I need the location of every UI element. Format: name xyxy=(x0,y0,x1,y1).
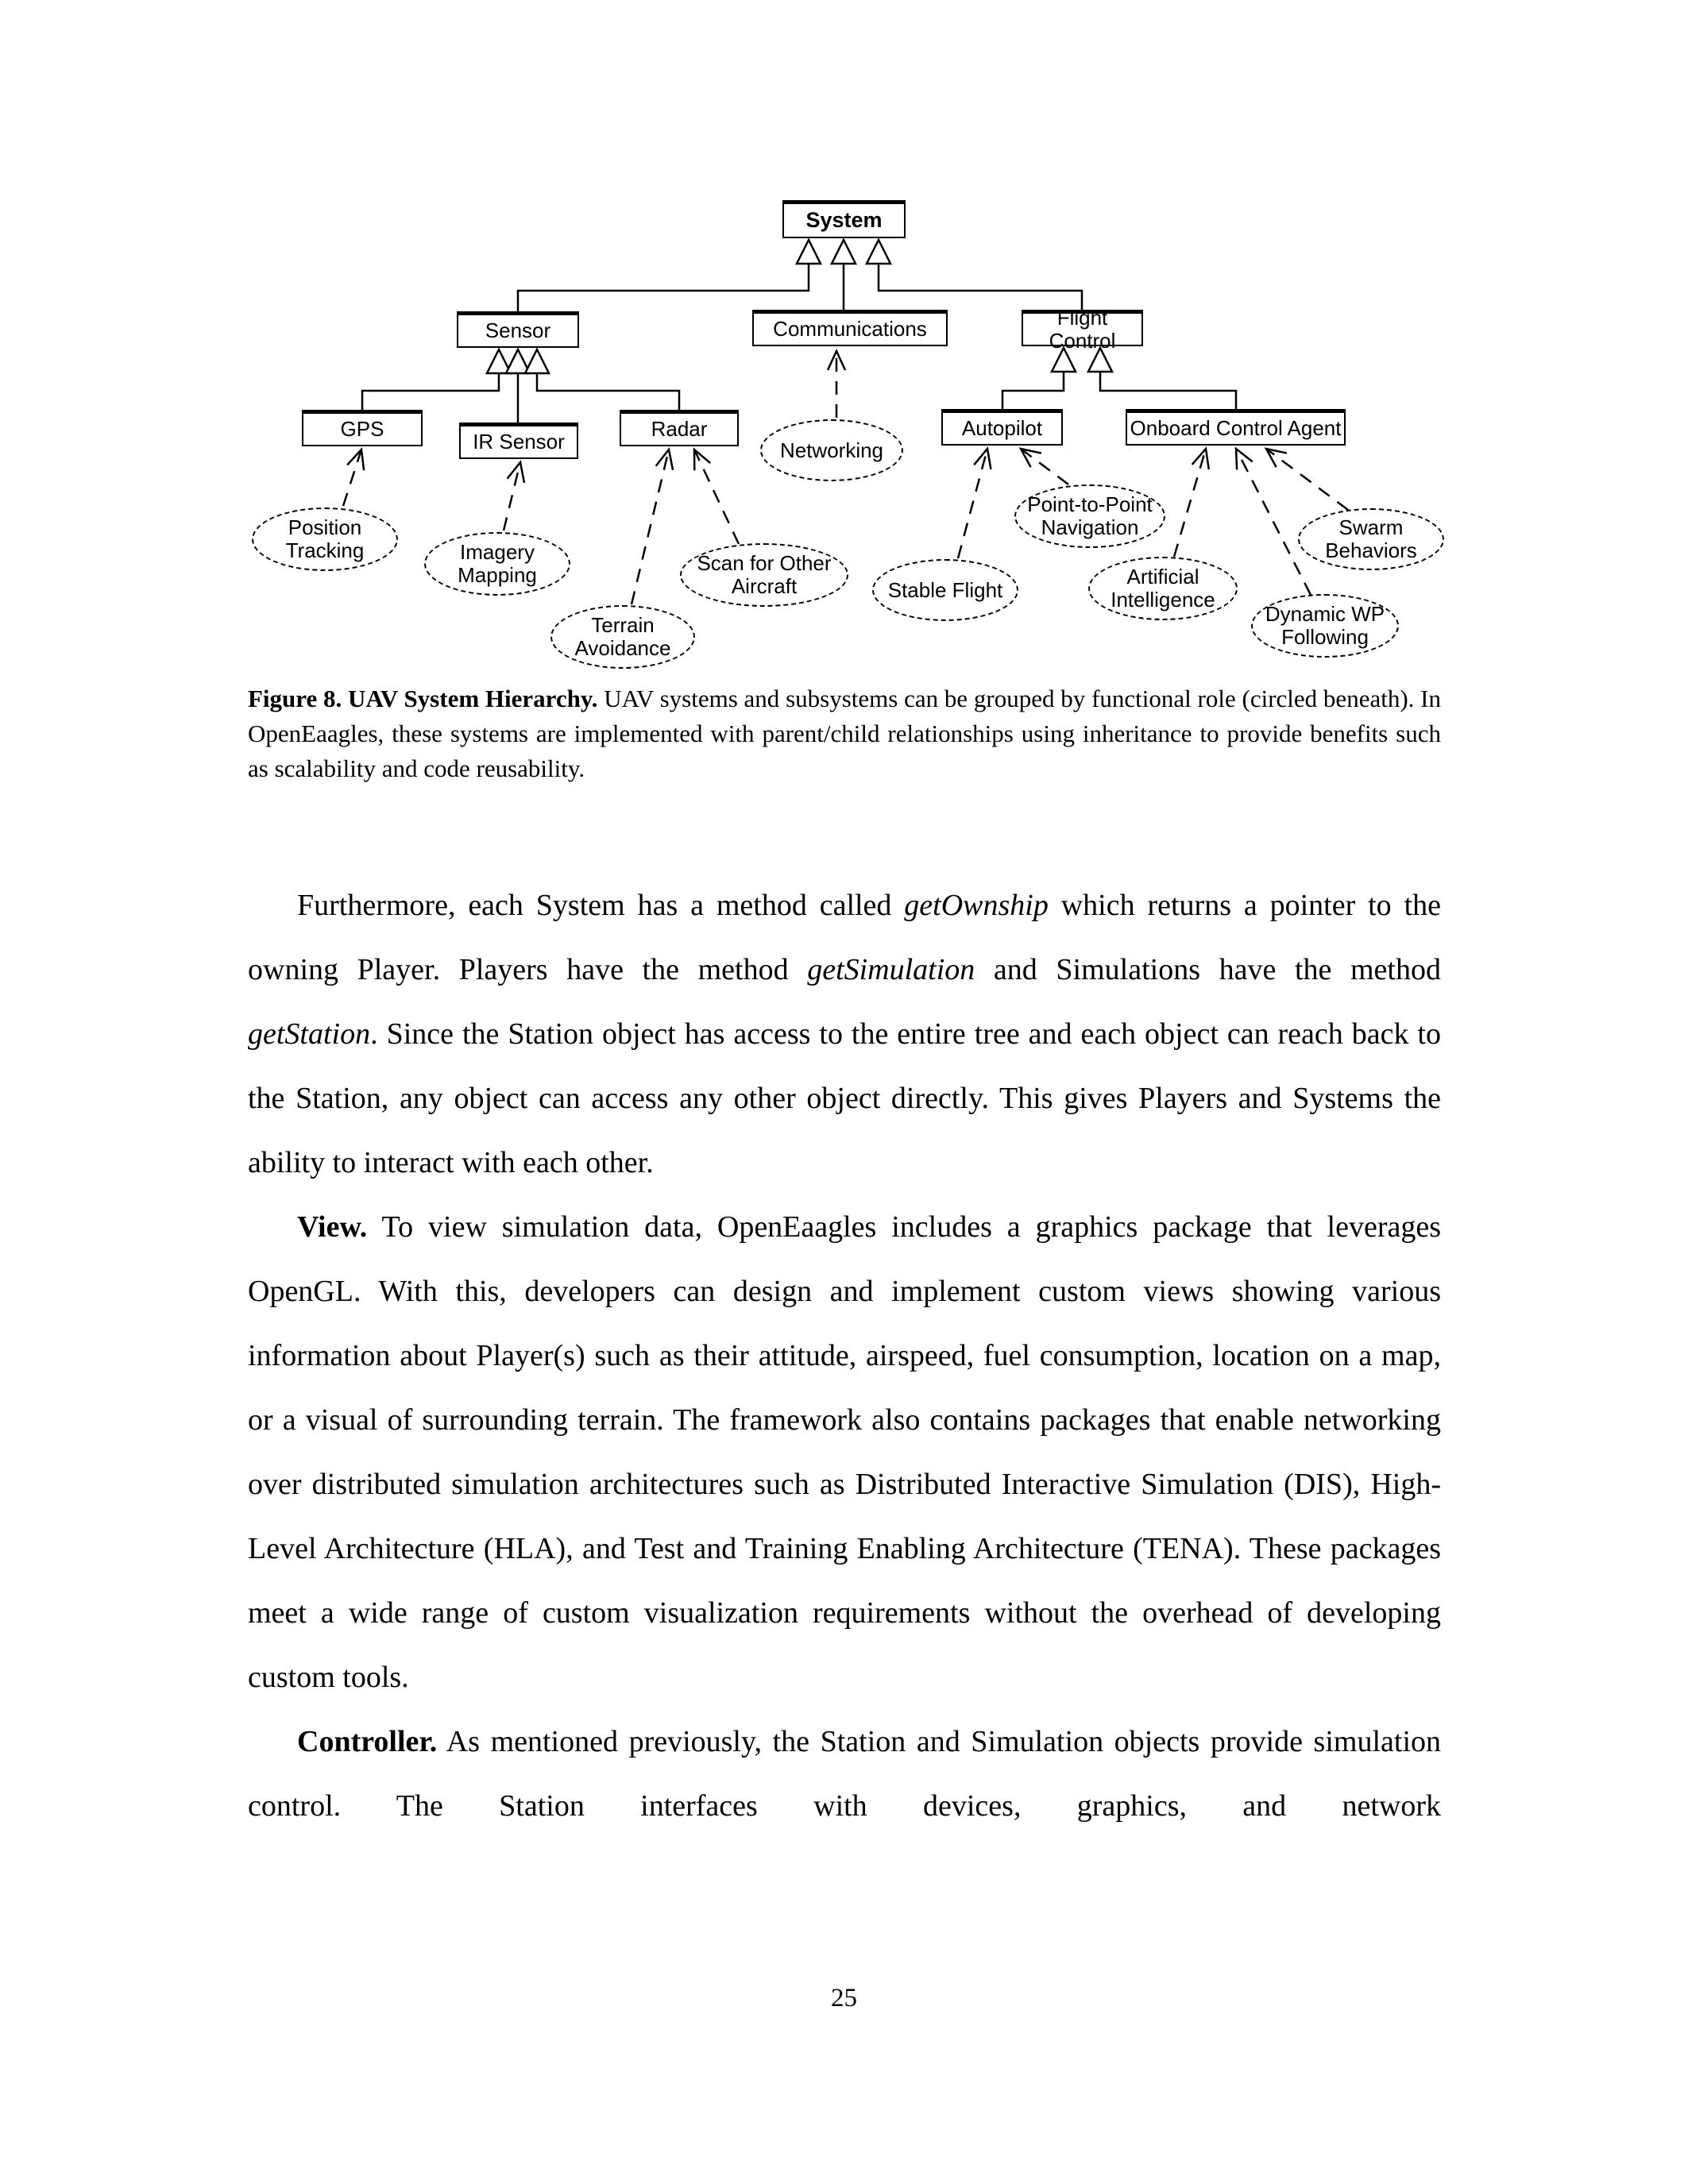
p2-lead: View. xyxy=(297,1210,368,1244)
node-communications xyxy=(752,310,948,346)
node-sensor xyxy=(457,311,579,348)
diagram-connectors xyxy=(0,0,1688,715)
role-p2p-line2: Navigation xyxy=(1041,515,1139,539)
p3-text: As mentioned previously, the Station and Simulation objects provide simulation control. The Station interfaces with devices, graphics, and network xyxy=(248,1725,1441,1823)
p1-text: and Simulations have the method xyxy=(975,953,1441,986)
role-imagery-mapping-line2: Mapping xyxy=(458,563,537,587)
role-dynamic-wp-following xyxy=(1251,594,1399,658)
p1-getsimulation-italic: getSimulation xyxy=(807,953,975,986)
node-gps xyxy=(302,410,423,446)
node-system xyxy=(782,200,906,238)
node-flight-control xyxy=(1022,305,1143,353)
node-ir-sensor-label: IR Sensor xyxy=(473,430,565,453)
role-swarm-behaviors xyxy=(1298,508,1444,570)
paragraph-view xyxy=(248,1195,1441,1710)
p1-getstation-italic: getStation xyxy=(248,1017,371,1051)
role-stable-flight-label: Stable Flight xyxy=(887,577,1003,602)
body-text xyxy=(248,874,1441,1839)
role-dynamic-wp-line2: Following xyxy=(1281,625,1369,649)
role-p2p-line1: Point-to-Point xyxy=(1027,492,1153,516)
node-flight-control-label: Flight Control xyxy=(1049,305,1116,353)
role-terrain-avoidance-line2: Avoidance xyxy=(574,636,671,660)
p3-lead: Controller. xyxy=(297,1725,438,1758)
node-radar-label: Radar xyxy=(651,417,708,441)
role-point-to-point-navigation xyxy=(1014,484,1165,548)
role-networking xyxy=(760,419,903,481)
figure-caption-title: Figure 8. UAV System Hierarchy. xyxy=(248,685,598,712)
role-terrain-avoidance xyxy=(550,605,695,669)
role-imagery-mapping-line1: Imagery xyxy=(460,540,535,564)
role-stable-flight xyxy=(872,559,1018,621)
p1-getownship-italic: getOwnship xyxy=(904,889,1049,922)
role-position-tracking xyxy=(252,507,398,571)
figure-caption xyxy=(248,681,1441,786)
p1-text: Furthermore, each System has a method called xyxy=(297,889,905,922)
node-system-label: System xyxy=(805,208,883,232)
node-gps-label: GPS xyxy=(340,417,384,441)
node-onboard-control-agent-label: Onboard Control Agent xyxy=(1130,416,1342,440)
node-ir-sensor xyxy=(459,423,578,459)
role-artificial-intelligence xyxy=(1088,557,1238,620)
node-radar xyxy=(620,410,739,446)
role-ai-line2: Intelligence xyxy=(1111,588,1215,612)
paragraph-furthermore xyxy=(248,874,1441,1195)
uav-hierarchy-figure xyxy=(0,0,1688,715)
node-autopilot-label: Autopilot xyxy=(961,416,1043,440)
role-scan-line2: Aircraft xyxy=(731,574,798,598)
role-swarm-line2: Behaviors xyxy=(1325,538,1417,562)
p2-text: To view simulation data, OpenEaagles includes a graphics package that leverages OpenGL. With this, developers can design and implement custom views showing various information about Player(s) such as their attitude, airspeed, fuel consumption, location on a map, or a visual of surrounding terrain. The framework also contains packages that enable networking over distributed simulation architectures such as Distributed Interactive Simulation (DIS), High-Level Architecture (HLA), and Test and Training Enabling Architecture (TENA). These packages meet a wide range of custom visualization requirements without the overhead of developing custom tools. xyxy=(248,1210,1441,1694)
p1-text: . Since the Station object has access to the entire tree and each object can reach back to the Station, any object can access any other object directly. This gives Players and Systems the ability to interact with each other. xyxy=(248,1017,1441,1179)
node-sensor-label: Sensor xyxy=(485,318,551,342)
role-dynamic-wp-line1: Dynamic WP xyxy=(1265,602,1385,626)
role-position-tracking-line2: Tracking xyxy=(285,538,365,562)
figure-caption-text: UAV systems and subsystems can be grouped by functional role (circled beneath). In OpenEaagles, these systems are implemented with parent/child relationships using inheritance to provide benefits such as scalability and code reusability. xyxy=(248,685,1441,782)
p1-text: which returns a pointer to the owning Player. Players have the method xyxy=(248,889,1441,986)
page-number: 25 xyxy=(831,1984,857,2012)
role-networking-label: Networking xyxy=(779,438,884,462)
role-position-tracking-line1: Position xyxy=(288,515,362,539)
role-imagery-mapping xyxy=(424,532,570,596)
role-scan-for-other-aircraft xyxy=(680,543,848,607)
node-communications-label: Communications xyxy=(773,317,927,341)
role-ai-line1: Artificial xyxy=(1126,565,1199,588)
role-swarm-line1: Swarm xyxy=(1338,515,1404,539)
role-scan-line1: Scan for Other xyxy=(697,551,832,575)
paragraph-controller xyxy=(248,1710,1441,1839)
node-autopilot xyxy=(941,409,1063,446)
role-terrain-avoidance-line1: Terrain xyxy=(591,613,655,637)
generalization-arrowheads xyxy=(487,240,1112,373)
node-onboard-control-agent xyxy=(1126,409,1346,446)
